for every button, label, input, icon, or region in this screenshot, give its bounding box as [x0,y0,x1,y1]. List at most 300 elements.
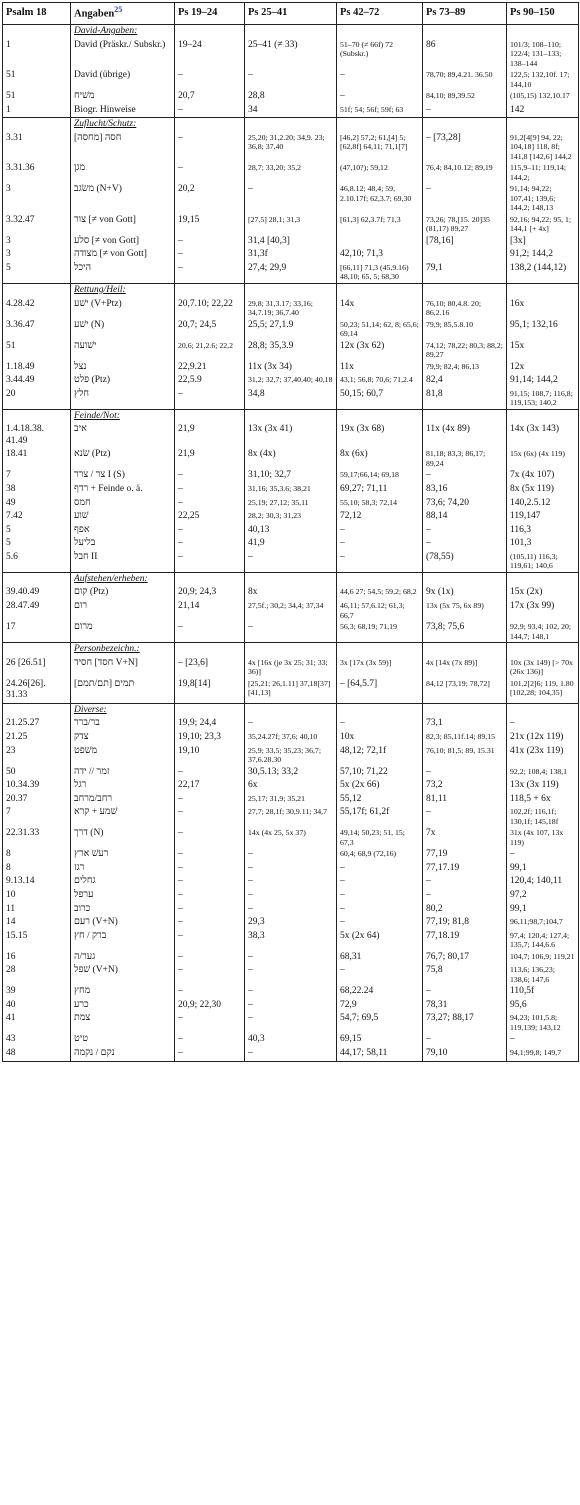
ps-73-89-cell: 13x (5x 75, 6x 89) [423,600,507,621]
ps-73-89-cell: 76,10; 80,4.8. 20; 86,2.16 [423,298,507,319]
ps-73-89-cell: – [423,806,507,827]
ps-19-24-cell: 19,10 [175,745,245,766]
ps-19-24-cell: – [175,827,245,848]
ps-73-89-cell: 78,31 [423,999,507,1013]
ps-73-89-cell: – [423,875,507,889]
ps-42-72-cell: 46,8.12; 48,4; 59, 2.10.17f; 62,3.7; 69,30 [337,183,423,214]
ps-25-41-cell: [25,21; 26,1.11] 37,18[37] [41,13] [245,678,337,704]
ps-25-41-cell: 41,9 [245,537,337,551]
ps-73-89-cell: 9x (1x) [423,586,507,600]
psalm18-verse-cell: 7.42 [3,510,71,524]
table-row [3,862,579,876]
section-title: Diverse: [71,703,175,717]
section-empty-cell [245,409,337,423]
ps-90-150-cell: 120,4; 140,11 [507,875,579,889]
ps-90-150-cell: 92,9; 93,4; 102, 20; 144,7; 148,1 [507,621,579,643]
ps-25-41-cell: – [245,551,337,573]
ps-73-89-cell: 77,17.19 [423,862,507,876]
ps-90-150-cell: 99,1 [507,903,579,917]
ps-90-150-cell: 14x (3x 143) [507,423,579,448]
angaben-cell: ערפל [71,889,175,903]
angaben-cell: משׁפט [71,745,175,766]
section-empty-cell [423,409,507,423]
angaben-cell: כרוב [71,903,175,917]
table-row [3,388,579,410]
angaben-cell: חמס [71,497,175,511]
psalm18-verse-cell: 14 [3,916,71,930]
psalm18-verse-cell: 3.32.47 [3,214,71,235]
ps-73-89-cell: – [73,28] [423,132,507,163]
ps-42-72-cell: 48,12; 72,1f [337,745,423,766]
section-empty-cell [245,703,337,717]
ps-42-72-cell: 51–70 (≠ 66f) 72 (Subskr.) [337,39,423,70]
ps-73-89-cell: 75,8 [423,964,507,985]
ps-19-24-cell: – [175,964,245,985]
psalm18-verse-cell: 22.31.33 [3,827,71,848]
table-row [3,248,579,262]
angaben-cell: צדק [71,731,175,745]
ps-25-41-cell: 25,20; 31,2.20; 34,9. 23; 36,8; 37,40 [245,132,337,163]
psalm18-verse-cell: 5 [3,262,71,284]
angaben-cell: תמים [תם/תמם] [71,678,175,704]
ps-73-89-cell: 74,12; 78,22; 80,3; 88,2; 89,27 [423,340,507,361]
section-empty-cell [175,283,245,297]
ps-73-89-cell: 77,18.19 [423,930,507,951]
table-row [3,132,579,163]
psalm18-verse-cell: 21.25 [3,731,71,745]
section-empty-cell [3,643,71,657]
ps-73-89-cell: 76,4; 84,10.12; 89,19 [423,162,507,183]
ps-42-72-cell: 14x [337,298,423,319]
ps-90-150-cell: 104,7; 106,9; 119,21 [507,951,579,965]
ps-25-41-cell: 40,13 [245,524,337,538]
ps-19-24-cell: – [23,6] [175,657,245,678]
ps-73-89-cell: 73,8; 75,6 [423,621,507,643]
table-row [3,361,579,375]
table-row [3,678,579,704]
psalm18-verse-cell: 28.47.49 [3,600,71,621]
section-header-row [3,572,579,586]
ps-42-72-cell: 69,15 [337,1033,423,1047]
section-empty-cell [3,25,71,39]
angaben-cell: אפף [71,524,175,538]
psalm18-verse-cell: 51 [3,69,71,90]
psalm18-verse-cell: 18.41 [3,448,71,469]
section-empty-cell [337,643,423,657]
ps-42-72-cell: – [337,551,423,573]
ps-25-41-cell: – [245,964,337,985]
table-body [3,25,579,1062]
ps-25-41-cell: – [245,903,337,917]
footnote-link[interactable]: 25 [114,5,123,15]
table-row [3,423,579,448]
ps-73-89-cell: 80,2 [423,903,507,917]
table-row [3,600,579,621]
ps-73-89-cell: 11x (4x 89) [423,423,507,448]
ps-90-150-cell: 101,2[2]6; 119, 1.80 [102,28; 104,35] [507,678,579,704]
ps-25-41-cell: 25,9; 33,5; 35,23; 36,7; 37,6.28.30 [245,745,337,766]
header-ps-90-150: Ps 90–150 [507,3,579,25]
section-empty-cell [175,643,245,657]
psalm18-verse-cell: 17 [3,621,71,643]
psalm18-verse-cell: 8 [3,862,71,876]
psalm18-verse-cell: 3 [3,183,71,214]
ps-25-41-cell: 4x [16x (je 3x 25; 31; 33; 36)] [245,657,337,678]
ps-19-24-cell: – [175,248,245,262]
table-row [3,745,579,766]
ps-25-41-cell: 25,19; 27,12; 35,11 [245,497,337,511]
psalm18-verse-cell: 41 [3,1012,71,1033]
ps-19-24-cell: – [175,69,245,90]
section-empty-cell [3,283,71,297]
ps-19-24-cell: 20,7 [175,90,245,104]
angaben-cell: בליעל [71,537,175,551]
ps-19-24-cell: 19,9; 24,4 [175,717,245,731]
ps-42-72-cell: – [337,90,423,104]
ps-42-72-cell: 60,4; 68,9 (72,16) [337,848,423,862]
ps-25-41-cell: 31,2; 32,7; 37,40.40; 40,18 [245,374,337,388]
section-title: Rettung/Heil: [71,283,175,297]
angaben-cell: רעשׁ ארץ [71,848,175,862]
ps-25-41-cell: 28,8; 35,3.9 [245,340,337,361]
ps-90-150-cell: 92,2; 108,4; 138,1 [507,766,579,780]
psalm18-verse-cell: 11 [3,903,71,917]
ps-25-41-cell: 34 [245,104,337,118]
ps-25-41-cell: – [245,875,337,889]
section-header-row [3,118,579,132]
section-empty-cell [507,25,579,39]
table-row [3,930,579,951]
table-row [3,1047,579,1061]
section-empty-cell [507,703,579,717]
ps-90-150-cell: 115,9–11; 119,14; 144,2; [507,162,579,183]
table-row [3,766,579,780]
ps-19-24-cell: 20,9; 24,3 [175,586,245,600]
section-empty-cell [337,572,423,586]
ps-19-24-cell: – [175,1012,245,1033]
ps-90-150-cell: [3x] [507,235,579,249]
ps-42-72-cell: 19x (3x 68) [337,423,423,448]
ps-19-24-cell: 22,9.21 [175,361,245,375]
ps-19-24-cell: – [175,985,245,999]
section-empty-cell [337,283,423,297]
angaben-cell: ישׁע (V+Ptz) [71,298,175,319]
ps-73-89-cell: 83,16 [423,483,507,497]
section-empty-cell [423,118,507,132]
section-empty-cell [3,572,71,586]
ps-73-89-cell: 77,19 [423,848,507,862]
table-row [3,235,579,249]
angaben-cell: שׁפל (V+N) [71,964,175,985]
ps-90-150-cell: 7x (4x 107) [507,469,579,483]
ps-42-72-cell: 68,31 [337,951,423,965]
ps-25-41-cell: 27,7; 28,1f; 30,9.11; 34,7 [245,806,337,827]
ps-25-41-cell: 31,16; 35,3.6; 38,21 [245,483,337,497]
ps-73-89-cell: 81,8 [423,388,507,410]
ps-25-41-cell: 28,7; 33,20; 35,2 [245,162,337,183]
psalm18-verse-cell: 40 [3,999,71,1013]
psalm18-verse-cell: 15.15 [3,930,71,951]
ps-90-150-cell: 17x (3x 99) [507,600,579,621]
table-row [3,875,579,889]
table-row [3,916,579,930]
ps-25-41-cell: 27,4; 29,9 [245,262,337,284]
ps-90-150-cell: 12x [507,361,579,375]
ps-25-41-cell: 8x (4x) [245,448,337,469]
table-row [3,621,579,643]
section-empty-cell [245,572,337,586]
ps-19-24-cell: – [175,903,245,917]
table-row [3,90,579,104]
ps-90-150-cell: 91,2[4[9] 94, 22; 104,18] 118, 8f; 141,8 [142,6] 144,2 [507,132,579,163]
ps-42-72-cell: 44,17; 58,11 [337,1047,423,1061]
table-row [3,537,579,551]
ps-90-150-cell: 101/3; 108–110; 122/4; 131–133; 138–144 [507,39,579,70]
angaben-cell: סלע [≠ von Gott] [71,235,175,249]
ps-73-89-cell: 84,12 [73,19; 78,72] [423,678,507,704]
ps-90-150-cell: 16x [507,298,579,319]
table-row [3,214,579,235]
section-empty-cell [507,409,579,423]
table-row [3,69,579,90]
ps-19-24-cell: 20,2 [175,183,245,214]
table-row [3,903,579,917]
ps-19-24-cell: 19,15 [175,214,245,235]
section-header-row [3,409,579,423]
ps-42-72-cell: – [337,862,423,876]
ps-90-150-cell: 140,2.5.12 [507,497,579,511]
ps-19-24-cell: – [175,162,245,183]
table-row [3,162,579,183]
table-row [3,497,579,511]
psalm18-verse-cell: 8 [3,848,71,862]
ps-19-24-cell: 21,14 [175,600,245,621]
ps-19-24-cell: – [175,793,245,807]
ps-25-41-cell: 29,8; 31,3.17; 33,16; 34,7.19; 36,7.40 [245,298,337,319]
psalm18-verse-cell: 1 [3,104,71,118]
angaben-cell: קום (Ptz) [71,586,175,600]
ps-25-41-cell: 30,5.13; 33,2 [245,766,337,780]
ps-42-72-cell: 11x [337,361,423,375]
psalm18-verse-cell: 26 [26.51] [3,657,71,678]
ps-73-89-cell: 88,14 [423,510,507,524]
section-empty-cell [507,283,579,297]
section-empty-cell [337,118,423,132]
table-row [3,262,579,284]
ps-25-41-cell: 28,2; 30,3; 31,23 [245,510,337,524]
angaben-cell: רעם (V+N) [71,916,175,930]
ps-73-89-cell: 73,6; 74,20 [423,497,507,511]
ps-25-41-cell: 31,3f [245,248,337,262]
ps-90-150-cell: (105,15) 132,10.17 [507,90,579,104]
ps-25-41-cell: – [245,862,337,876]
section-empty-cell [175,118,245,132]
psalm18-verse-cell: 3.31.36 [3,162,71,183]
ps-42-72-cell: 50,23; 51,14; 62, 8; 65,6; 69,14 [337,319,423,340]
angaben-cell: היכל [71,262,175,284]
ps-25-41-cell: – [245,69,337,90]
ps-90-150-cell: 95,1; 132,16 [507,319,579,340]
section-header-row [3,643,579,657]
ps-25-41-cell: 27,5f.; 30,2; 34,4; 37,34 [245,600,337,621]
ps-42-72-cell: (47,10?); 59,12 [337,162,423,183]
ps-42-72-cell: – [337,537,423,551]
angaben-cell: נצל [71,361,175,375]
psalm18-verse-cell: 21.25.27 [3,717,71,731]
table-row [3,731,579,745]
ps-19-24-cell: 22,17 [175,779,245,793]
ps-90-150-cell: – [507,1033,579,1047]
table-row [3,964,579,985]
ps-25-41-cell: 25,5; 27,1.9 [245,319,337,340]
psalm18-verse-cell: 3.31 [3,132,71,163]
ps-19-24-cell: – [175,497,245,511]
ps-42-72-cell: 12x (3x 62) [337,340,423,361]
psalm18-verse-cell: 10 [3,889,71,903]
psalm-concordance-table [2,2,579,1062]
table-row [3,510,579,524]
angaben-cell: ישׁועה [71,340,175,361]
psalm18-verse-cell: 5 [3,524,71,538]
ps-42-72-cell: 5x (2x 66) [337,779,423,793]
angaben-cell: ישׁע (N) [71,319,175,340]
angaben-cell: פלט (Ptz) [71,374,175,388]
section-header-row [3,25,579,39]
ps-73-89-cell: 73,1 [423,717,507,731]
table-row [3,319,579,340]
ps-19-24-cell: – [175,862,245,876]
ps-73-89-cell: 77,19; 81,8 [423,916,507,930]
ps-90-150-cell: – [507,717,579,731]
ps-19-24-cell: 22,5.9 [175,374,245,388]
ps-73-89-cell: – [423,1033,507,1047]
psalm18-verse-cell: 38 [3,483,71,497]
section-title: Feinde/Not: [71,409,175,423]
ps-25-41-cell: – [245,1047,337,1061]
table-row [3,183,579,214]
ps-19-24-cell: – [175,104,245,118]
section-empty-cell [423,25,507,39]
ps-42-72-cell: 3x [17x (3x 59)] [337,657,423,678]
ps-42-72-cell: – [64,5.7] [337,678,423,704]
ps-90-150-cell: 116,3 [507,524,579,538]
ps-73-89-cell: – [423,104,507,118]
psalm18-verse-cell: 23 [3,745,71,766]
ps-90-150-cell: 91,15; 108,7; 116,8; 119,153; 140,2 [507,388,579,410]
angaben-cell: חסיד [חסד V+N] [71,657,175,678]
section-empty-cell [245,118,337,132]
ps-90-150-cell: 91,14; 94,22; 107,41; 139,6; 144,2; 148,13 [507,183,579,214]
psalm18-verse-cell: 39 [3,985,71,999]
angaben-cell: צמת [71,1012,175,1033]
angaben-cell: מחץ [71,985,175,999]
ps-42-72-cell: 59,17;66,14; 69,18 [337,469,423,483]
table-row [3,1033,579,1047]
ps-42-72-cell: 57,10; 71,22 [337,766,423,780]
angaben-cell: טיט [71,1033,175,1047]
ps-19-24-cell: – [175,848,245,862]
header-psalm18: Psalm 18 [3,3,71,25]
ps-19-24-cell: 21,9 [175,423,245,448]
angaben-cell: דרך (N) [71,827,175,848]
section-empty-cell [245,25,337,39]
ps-42-72-cell: 5x (2x 64) [337,930,423,951]
ps-73-89-cell: 4x [14x (7x 89)] [423,657,507,678]
ps-25-41-cell: 29,3 [245,916,337,930]
angaben-cell: מרום [71,621,175,643]
table-row [3,779,579,793]
ps-42-72-cell: 55,12 [337,793,423,807]
ps-73-89-cell [423,248,507,262]
psalm18-verse-cell: 16 [3,951,71,965]
table-row [3,889,579,903]
ps-25-41-cell: – [245,951,337,965]
angaben-cell: רגל [71,779,175,793]
angaben-cell: משׁיח [71,90,175,104]
psalm18-verse-cell: 49 [3,497,71,511]
angaben-cell: חסה [מחסה] [71,132,175,163]
ps-90-150-cell: 97,2 [507,889,579,903]
section-empty-cell [423,283,507,297]
ps-90-150-cell: 119,147 [507,510,579,524]
ps-42-72-cell: [66,11] 71,3 (45,9.16) 48,10; 65, 5; 68,30 [337,262,423,284]
ps-73-89-cell: – [423,537,507,551]
section-empty-cell [423,572,507,586]
ps-25-41-cell: – [245,1012,337,1033]
psalm18-verse-cell: 28 [3,964,71,985]
section-empty-cell [245,643,337,657]
ps-19-24-cell: – [175,766,245,780]
ps-42-72-cell: 46,11; 57,6.12; 61,3; 66,7 [337,600,423,621]
ps-73-89-cell: 82,4 [423,374,507,388]
ps-19-24-cell: – [175,916,245,930]
header-ps-25-41: Ps 25–41 [245,3,337,25]
ps-25-41-cell: – [245,999,337,1013]
angaben-cell: צר / צרר I (S) [71,469,175,483]
ps-90-150-cell: 13x (3x 119) [507,779,579,793]
angaben-cell: גער/ה [71,951,175,965]
ps-19-24-cell: – [175,262,245,284]
section-empty-cell [175,25,245,39]
ps-25-41-cell: 25–41 (≠ 33) [245,39,337,70]
ps-19-24-cell: – [175,132,245,163]
angaben-cell: רום [71,600,175,621]
ps-19-24-cell: – [175,1033,245,1047]
ps-73-89-cell: (78,55) [423,551,507,573]
ps-73-89-cell: 84,10; 89,39.52 [423,90,507,104]
section-empty-cell [175,409,245,423]
ps-42-72-cell: [46,2] 57,2; 61,[4] 5; [62,8f] 64,11; 71,1[7] [337,132,423,163]
ps-19-24-cell: 19–24 [175,39,245,70]
section-empty-cell [245,283,337,297]
section-empty-cell [507,643,579,657]
section-title: Aufstehen/erheben: [71,572,175,586]
ps-42-72-cell: – [337,717,423,731]
ps-25-41-cell: – [245,985,337,999]
section-title: Zuflucht/Schutz: [71,118,175,132]
header-ps-42-72: Ps 42–72 [337,3,423,25]
table-row [3,483,579,497]
section-empty-cell [175,572,245,586]
ps-73-89-cell: 73,27; 88,17 [423,1012,507,1033]
ps-42-72-cell: – [337,69,423,90]
section-empty-cell [337,703,423,717]
ps-73-89-cell: 81,11 [423,793,507,807]
section-title: Personbezeichn.: [71,643,175,657]
ps-73-89-cell: 78,70; 89,4.21. 36.50 [423,69,507,90]
psalm18-verse-cell: 10.34.39 [3,779,71,793]
ps-42-72-cell: – [337,524,423,538]
